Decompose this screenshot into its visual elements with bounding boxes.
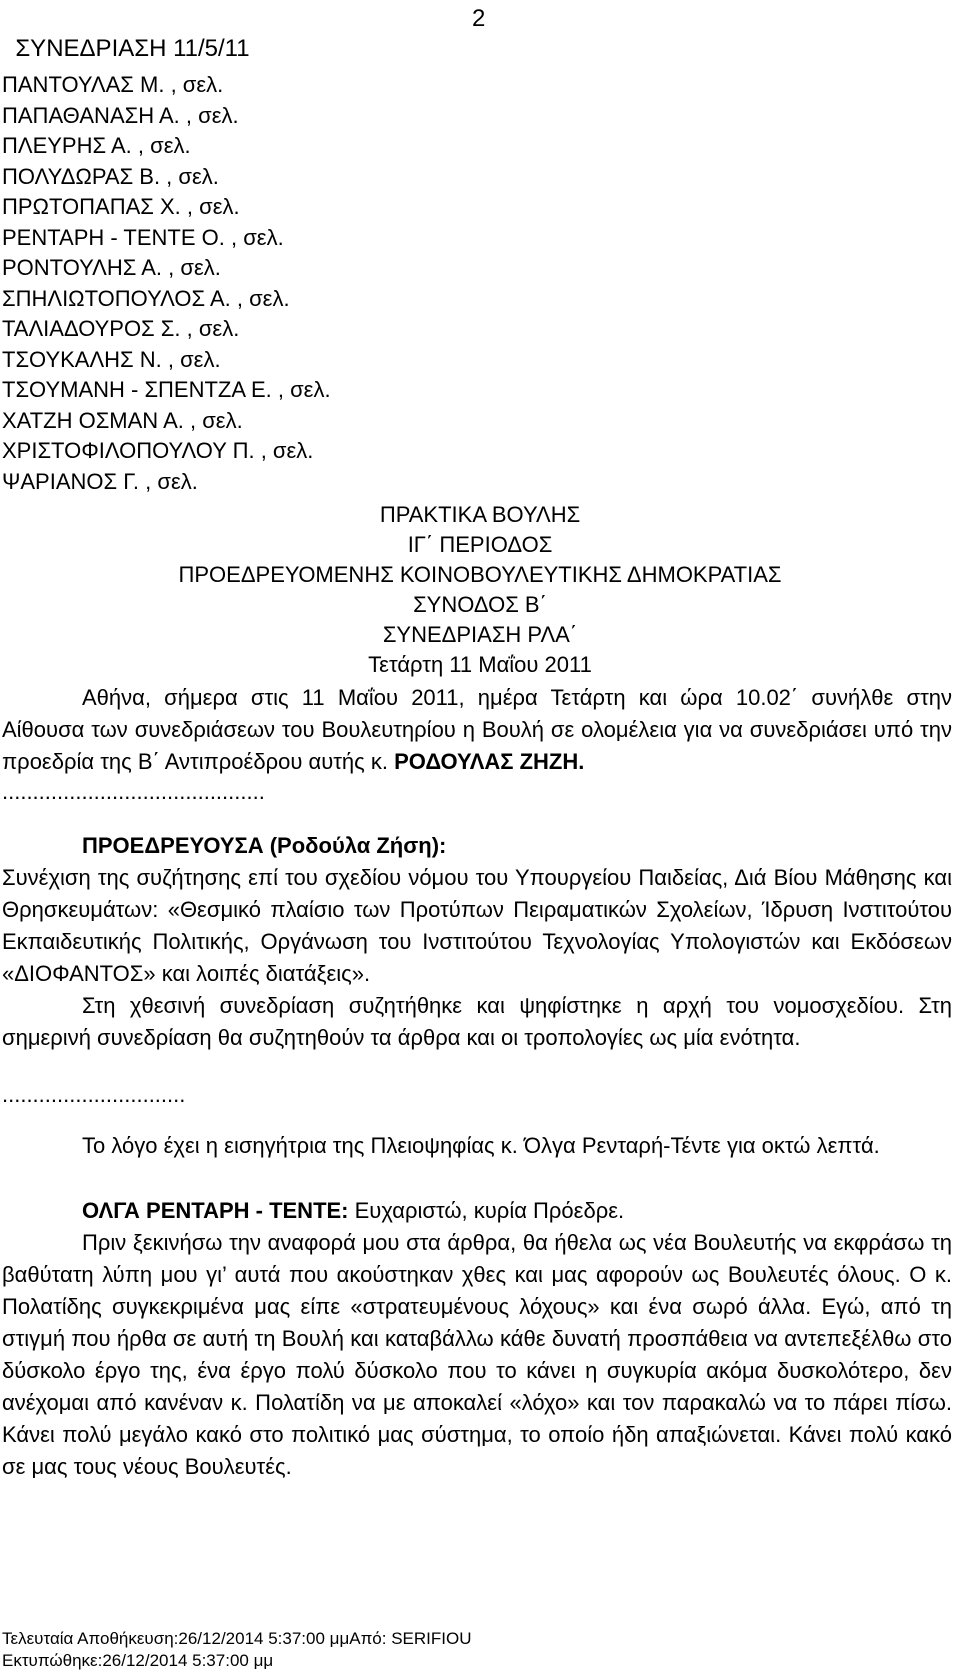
index-entry: ΠΛΕΥΡΗΣ Α. , σελ. bbox=[2, 133, 191, 158]
speech-rentari-text: Πριν ξεκινήσω την αναφορά μου στα άρθρα, θα ήθελα ως νέα Βουλευτής να εκφράσω τη βαθύτατη λύπη μου γι’ αυτά που ακούστηκαν χθες και μας αφορούν ως Βουλευτές όλους. Ο κ. Πολατίδης συγκεκριμένα μας είπε «στρατευμένους λόχους» και ένα σωρό άλλα. Εγώ, από τη στιγμή που ήρθα σε αυτή τη Βουλή και καταβάλλω κάθε δυνατή προσπάθεια να αντεπεξέλθω στο δύσκολο έργο της, ένα έργο πολύ δύσκολο που το κάνει η συγκυρία ακόμα δυσκολότερο, δεν ανέχομαι από κανέναν κ. Πολατίδη να με αποκαλεί «λόχο» και τον παρακαλώ να το πάρει πίσω. Κάνει πολύ μεγάλο κακό στο πολιτικό μας σύστημα, το οποίο ήδη απαξιώνεται. Κάνει πολύ κακό σε μας τους νέους Βουλευτές. bbox=[2, 1230, 952, 1479]
presiding-name: ΡΟΔΟΥΛΑΣ ΖΗΖΗ. bbox=[394, 749, 585, 774]
index-entry: ΧΑΤΖΗ ΟΣΜΑΝ Α. , σελ. bbox=[2, 407, 243, 433]
index-entry: ΠΑΠΑΘΑΝΑΣΗ Α. , σελ. bbox=[2, 102, 239, 128]
speaker-index bbox=[2, 70, 331, 497]
footer-last-saved: Τελευταία Αποθήκευση:26/12/2014 5:37:00 μμΑπό: SERIFIOU bbox=[2, 1629, 472, 1648]
page-number: 2 bbox=[472, 5, 486, 32]
session-title: ΣΥΝΕΔΡΙΑΣΗ 11/5/11 bbox=[15, 35, 250, 62]
index-entry: ΤΣΟΥΜΑΝΗ - ΣΠΕΝΤΖΑ Ε. , σελ. bbox=[2, 377, 331, 402]
speech-chair-2: Στη χθεσινή συνεδρίαση συζητήθηκε και ψηφίστηκε η αρχή του νομοσχεδίου. Στη σημερινή συνεδρίαση θα συζητηθούν τα άρθρα και οι τροπολογίες ως μία ενότητα. bbox=[2, 993, 952, 1050]
index-entry: ΠΡΩΤΟΠΑΠΑΣ Χ. , σελ. bbox=[2, 194, 240, 219]
separator-dots-2: .............................. bbox=[2, 1082, 186, 1107]
index-entry: ΤΣΟΥΚΑΛΗΣ Ν. , σελ. bbox=[2, 346, 221, 372]
index-entry: ΡΕΝΤΑΡΗ - ΤΕΝΤΕ Ο. , σελ. bbox=[2, 224, 284, 250]
speech-chair-text: Συνέχιση της συζήτησης επί του σχεδίου νόμου του Υπουργείου Παιδείας, Διά Βίου Μάθησης και Θρησκευμάτων: «Θεσμικό πλαίσιο των Προτύπων Πειραματικών Σχολείων, Ίδρυση Ινστιτούτου Εκπαιδευτικής Πολιτικής, Οργάνωση του Ινστιτούτου Τεχνολογίας Υπολογιστών και Εκδόσεων «ΔΙΟΦΑΝΤΟΣ» και λοιπές διατάξεις». bbox=[2, 865, 952, 986]
index-entry: ΠΟΛΥΔΩΡΑΣ Β. , σελ. bbox=[2, 163, 219, 189]
democracy-title: ΠΡΟΕΔΡΕΥΟΜΕΝΗΣ ΚΟΙΝΟΒΟΥΛΕΥΤΙΚΗΣ ΔΗΜΟΚΡΑΤΙΑΣ bbox=[178, 562, 782, 587]
separator-dots: ........................................... bbox=[2, 779, 265, 804]
synod-title: ΣΥΝΟΔΟΣ Β΄ bbox=[413, 592, 547, 617]
session-number: ΣΥΝΕΔΡΙΑΣΗ ΡΛΑ΄ bbox=[382, 622, 578, 647]
opening-paragraph: Αθήνα, σήμερα στις 11 Μαΐου 2011, ημέρα Τετάρτη και ώρα 10.02΄ συνήλθε στην Αίθουσα των συνεδριάσεων του Βουλευτηρίου η Βουλή σε ολομέλεια για να συνεδριάσει υπό την προεδρία της Β΄ Αντιπροέδρου αυτής κ. ΡΟΔΟΥΛΑΣ ΖΗΖΗ. bbox=[2, 685, 952, 774]
index-entry: ΠΑΝΤΟΥΛΑΣ Μ. , σελ. bbox=[2, 72, 224, 97]
index-entry: ΣΠΗΛΙΩΤΟΠΟΥΛΟΣ Α. , σελ. bbox=[2, 285, 290, 311]
index-entry: ΡΟΝΤΟΥΛΗΣ Α. , σελ. bbox=[2, 255, 221, 280]
footer-printed: Εκτυπώθηκε:26/12/2014 5:37:00 μμ bbox=[2, 1651, 274, 1670]
speaker-chair: ΠΡΟΕΔΡΕΥΟΥΣΑ (Ροδούλα Ζήση): bbox=[82, 833, 447, 858]
speaker-rentari: ΟΛΓΑ ΡΕΝΤΑΡΗ - ΤΕΝΤΕ: bbox=[82, 1198, 349, 1223]
minutes-title: ΠΡΑΚΤΙΚΑ ΒΟΥΛΗΣ bbox=[379, 502, 581, 527]
index-entry: ΤΑΛΙΑΔΟΥΡΟΣ Σ. , σελ. bbox=[2, 316, 240, 341]
speech-chair-3: Το λόγο έχει η εισηγήτρια της Πλειοψηφίας κ. Όλγα Ρενταρή-Τέντε για οκτώ λεπτά. bbox=[82, 1133, 880, 1158]
speech-rentari: ΟΛΓΑ ΡΕΝΤΑΡΗ - ΤΕΝΤΕ: Ευχαριστώ, κυρία Πρόεδρε. bbox=[82, 1198, 625, 1223]
speech-chair bbox=[2, 830, 952, 990]
term-title: ΙΓ΄ ΠΕΡΙΟΔΟΣ bbox=[407, 532, 553, 557]
session-date: Τετάρτη 11 Μαΐου 2011 bbox=[368, 652, 592, 677]
index-entry: ΨΑΡΙΑΝΟΣ Γ. , σελ. bbox=[2, 468, 198, 494]
index-entry: ΧΡΙΣΤΟΦΙΛΟΠΟΥΛΟΥ Π. , σελ. bbox=[2, 438, 314, 463]
